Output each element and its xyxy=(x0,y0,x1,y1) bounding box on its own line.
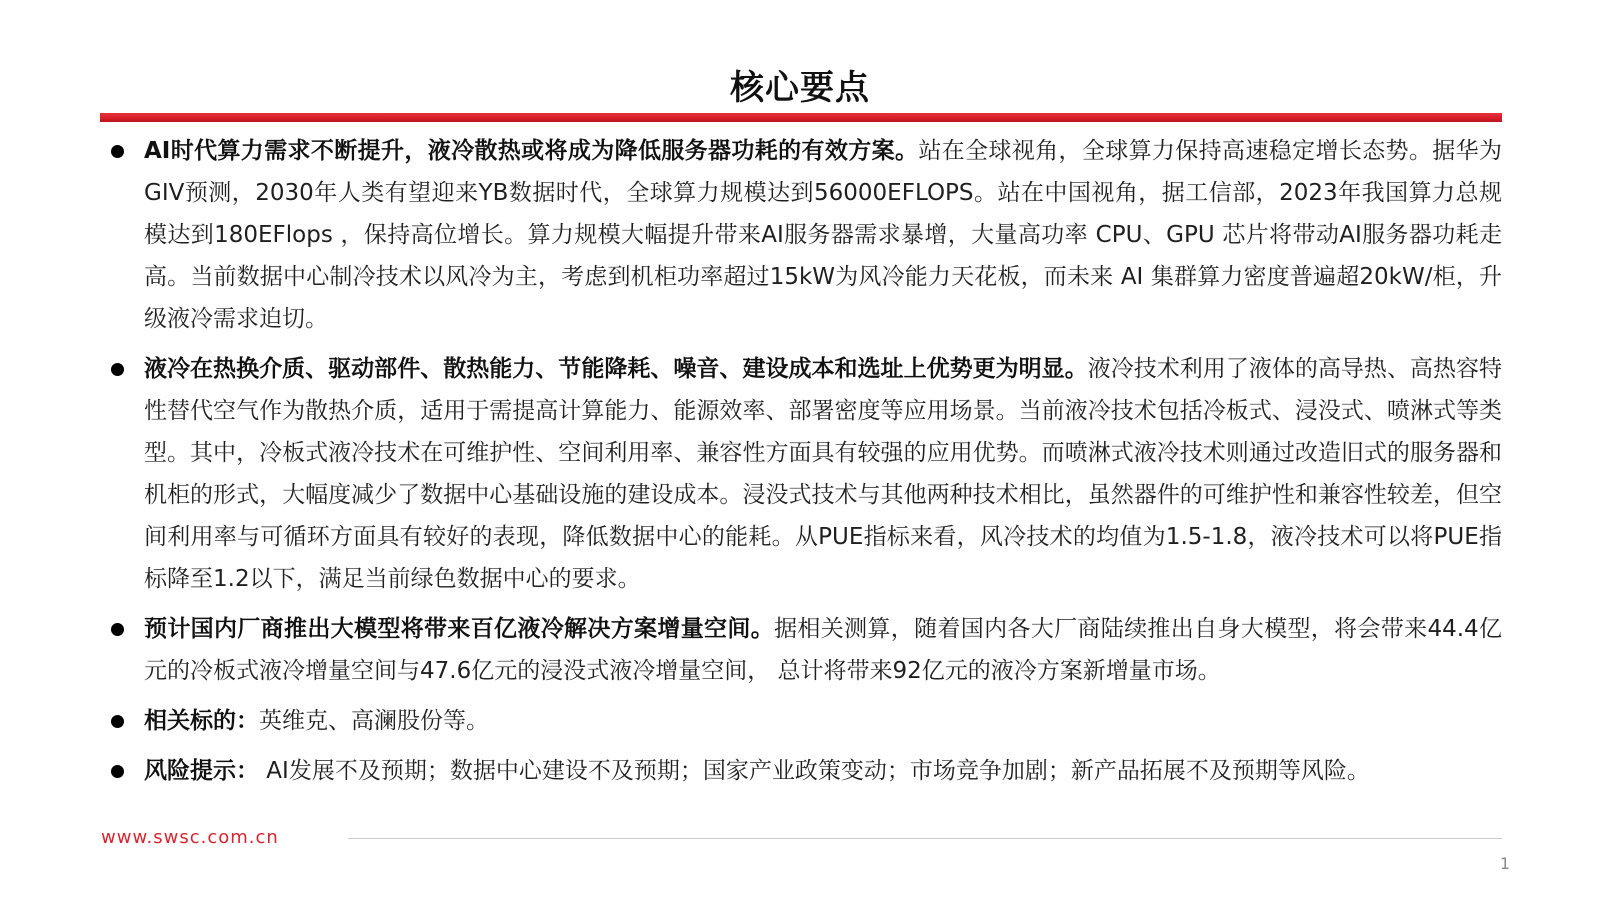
key-point-heading: 预计国内厂商推出大模型将带来百亿液冷解决方案增量空间。 xyxy=(144,616,775,642)
key-point-body: 液冷技术利用了液体的高导热、高热容特性替代空气作为散热介质，适用于需提高计算能力、能源效率、部署密度等应用场景。当前液冷技术包括冷板式、浸没式、喷淋式等类型。其中，冷板式液冷技术在可维护性、空间利用率、兼容性方面具有较强的应用优势。而喷淋式液冷技术则通过改造旧式的服务器和机柜的形式，大幅度减少了数据中心基础设施的建设成本。浸没式技术与其他两种技术相比，虽然器件的可维护性和兼容性较差，但空间利用率与可循环方面具有较好的表现，降低数据中心的能耗。从PUE指标来看，风冷技术的均值为1.5-1.8，液冷技术可以将PUE指标降至1.2以下，满足当前绿色数据中心的要求。 xyxy=(144,356,1503,592)
key-point-heading: 相关标的： xyxy=(144,708,259,734)
bullet-icon xyxy=(111,765,124,778)
bullet-icon xyxy=(111,715,124,728)
bullet-icon xyxy=(111,363,124,376)
bullet-icon xyxy=(111,145,124,158)
bullet-icon xyxy=(111,623,124,636)
title-divider xyxy=(100,113,1502,122)
key-point-ai-demand xyxy=(100,130,1502,340)
key-point-market-size xyxy=(100,608,1502,692)
key-point-body: 据相关测算，随着国内各大厂商陆续推出自身大模型，将会带来44.4亿元的冷板式液冷增量空间与47.6亿元的浸没式液冷增量空间， 总计将带来92亿元的液冷方案新增量市场。 xyxy=(144,616,1502,684)
page-number: 1 xyxy=(1499,854,1510,873)
key-point-heading: AI时代算力需求不断提升，液冷散热或将成为降低服务器功耗的有效方案。 xyxy=(144,138,919,164)
key-point-heading: 液冷在热换介质、驱动部件、散热能力、节能降耗、噪音、建设成本和选址上优势更为明显。 xyxy=(144,356,1088,382)
key-point-liquid-advantages xyxy=(100,348,1502,600)
key-point-body: AI发展不及预期；数据中心建设不及预期；国家产业政策变动；市场竞争加剧；新产品拓展不及预期等风险。 xyxy=(259,758,1370,784)
key-points-list xyxy=(100,130,1502,792)
key-point-body: 英维克、高澜股份等。 xyxy=(259,708,489,734)
footer-divider xyxy=(348,838,1502,839)
key-point-body: 站在全球视角，全球算力保持高速稳定增长态势。据华为GIV预测，2030年人类有望迎来YB数据时代，全球算力规模达到56000EFLOPS。站在中国视角，据工信部，2023年我国算力总规模达到180EFlops ，保持高位增长。算力规模大幅提升带来AI服务器需求暴增，大量高功率 CPU、GPU 芯片将带动AI服务器功耗走高。当前数据中心制冷技术以风冷为主，考虑到机柜功率超过15kW为风冷能力天花板，而未来 AI 集群算力密度普遍超20kW/柜，升级液冷需求迫切。 xyxy=(144,138,1503,332)
footer-website-link[interactable]: www.swsc.com.cn xyxy=(101,827,279,848)
key-point-heading: 风险提示： xyxy=(144,758,259,784)
key-point-risks xyxy=(100,750,1502,792)
page-title: 核心要点 xyxy=(730,68,870,108)
key-point-related-stocks xyxy=(100,700,1502,742)
